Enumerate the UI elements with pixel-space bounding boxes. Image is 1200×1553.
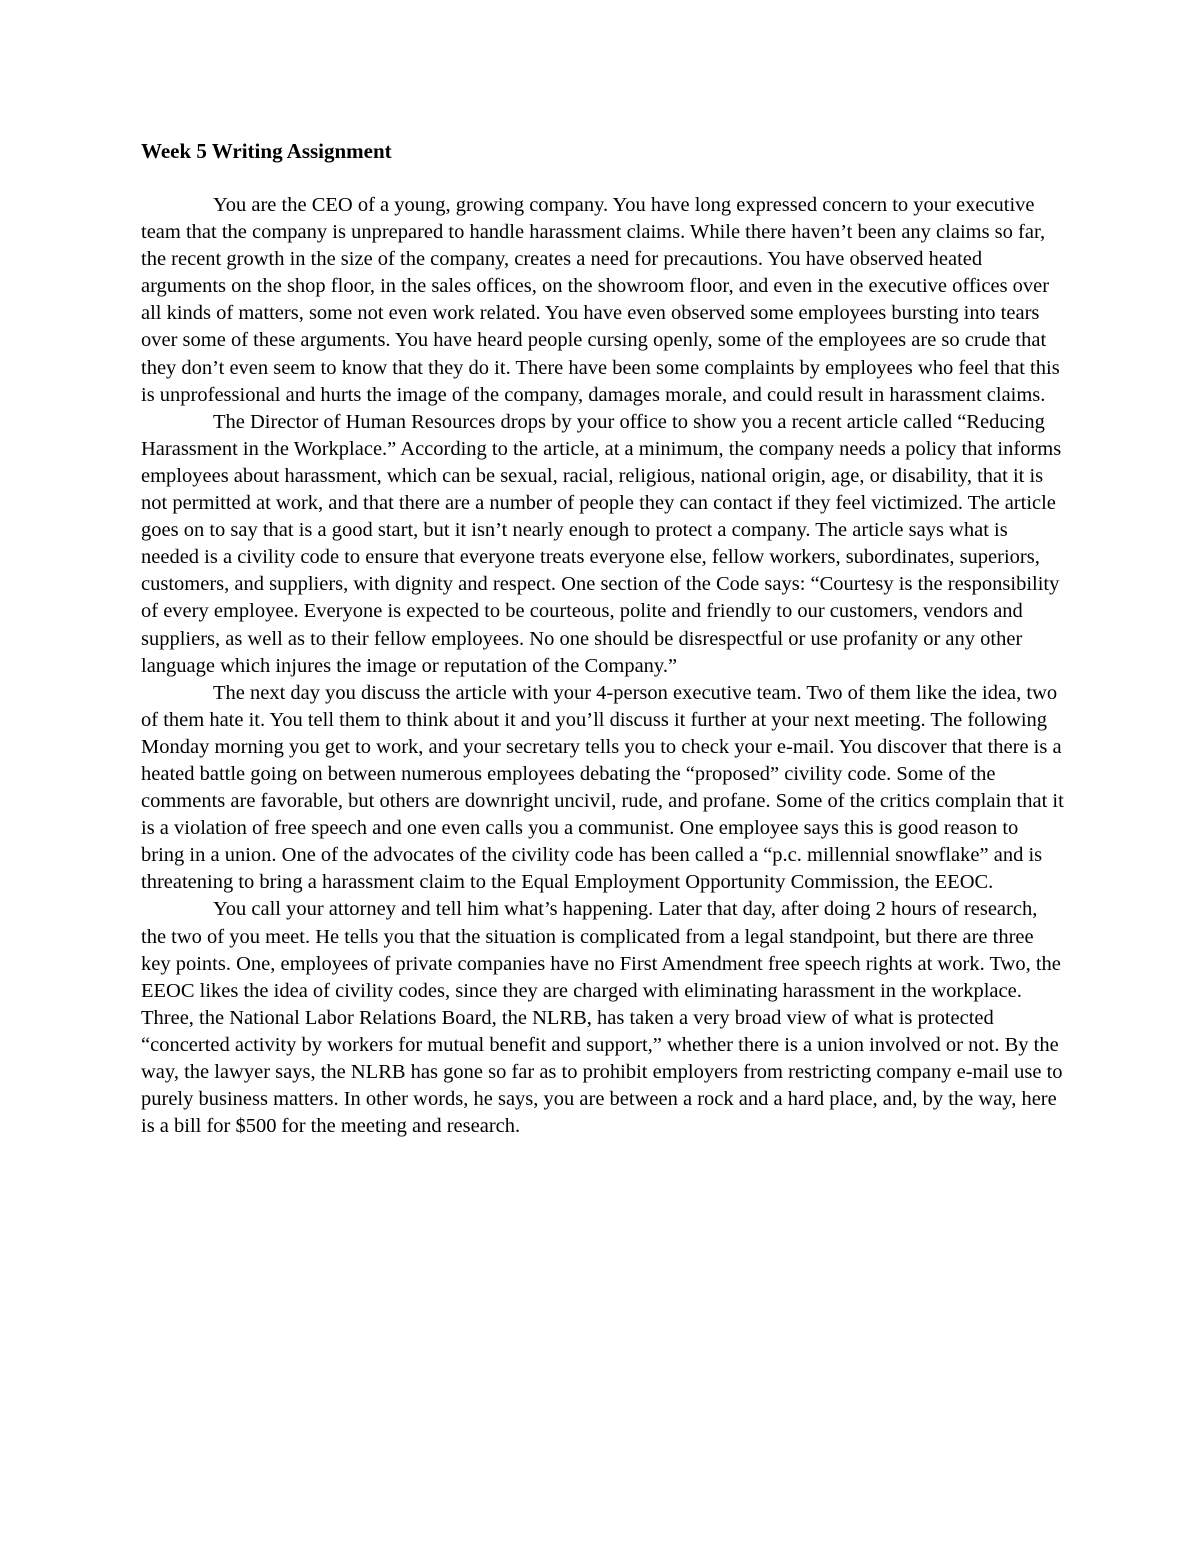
paragraph-3: The next day you discuss the article with your 4-person executive team. Two of them like the idea, two of them hate it. You tell them to think about it and you’ll discuss it further at your next meeting. The following Monday morning you get to work, and your secretary tells you to check your e-mail. You discover that there is a heated battle going on between numerous employees debating the “proposed” civility code. Some of the comments are favorable, but others are downright uncivil, rude, and profane. Some of the critics complain that it is a violation of free speech and one even calls you a communist. One employee says this is good reason to bring in a union. One of the advocates of the civility code has been called a “p.c. millennial snowflake” and is threatening to bring a harassment claim to the Equal Employment Opportunity Commission, the EEOC.: [141, 681, 1064, 894]
paragraph-4: You call your attorney and tell him what’s happening. Later that day, after doing 2 hours of research, the two of you meet. He tells you that the situation is complicated from a legal standpoint, but there are three key points. One, employees of private companies have no First Amendment free speech rights at work. Two, the EEOC likes the idea of civility codes, since they are charged with eliminating harassment in the workplace. Three, the National Labor Relations Board, the NLRB, has taken a very broad view of what is protected “concerted activity by workers for mutual benefit and support,” whether there is a union involved or not. By the way, the lawyer says, the NLRB has gone so far as to prohibit employers from restricting company e-mail use to purely business matters. In other words, he says, you are between a rock and a hard place, and, by the way, here is a bill for $500 for the meeting and research.: [141, 898, 1063, 1138]
paragraph-1: You are the CEO of a young, growing company. You have long expressed concern to your executive team that the company is unprepared to handle harassment claims. While there haven’t been any claims so far, the recent growth in the size of the company, creates a need for precautions. You have observed heated arguments on the shop floor, in the sales offices, on the showroom floor, and even in the executive offices over all kinds of matters, some not even work related. You have even observed some employees bursting into tears over some of these arguments. You have heard people cursing openly, some of the employees are so crude that they don’t even seem to know that they do it. There have been some complaints by employees who feel that this is unprofessional and hurts the image of the company, damages morale, and could result in harassment claims.: [141, 194, 1060, 406]
paragraph-2: The Director of Human Resources drops by your office to show you a recent article called “Reducing Harassment in the Workplace.” According to the article, at a minimum, the company needs a policy that informs employees about harassment, which can be sexual, racial, religious, national origin, age, or disability, that it is not permitted at work, and that there are a number of people they can contact if they feel victimized. The article goes on to say that is a good start, but it isn’t nearly enough to protect a company. The article says what is needed is a civility code to ensure that everyone treats everyone else, fellow workers, subordinates, superiors, customers, and suppliers, with dignity and respect. One section of the Code says: “Courtesy is the responsibility of every employee. Everyone is expected to be courteous, polite and friendly to our customers, vendors and suppliers, as well as to their fellow employees. No one should be disrespectful or use profanity or any other language which injures the image or reputation of the Company.”: [141, 410, 1062, 677]
document-title: Week 5 Writing Assignment: [141, 139, 392, 163]
document-body: [141, 138, 1066, 1140]
